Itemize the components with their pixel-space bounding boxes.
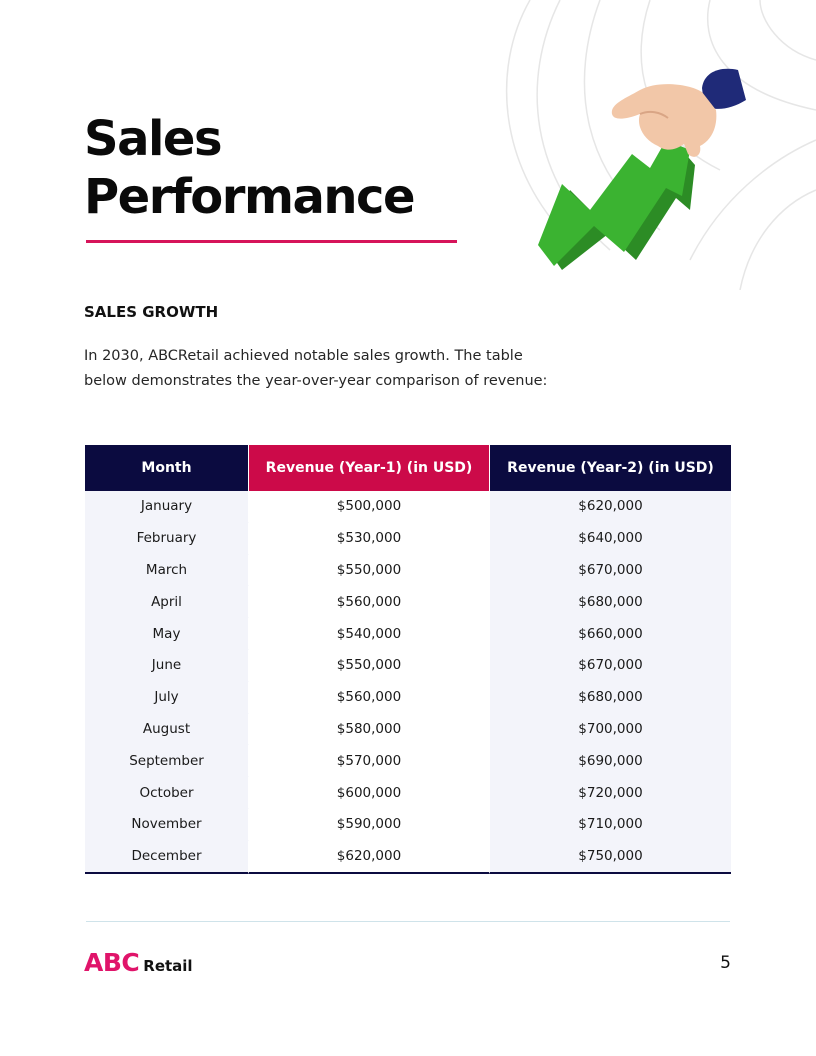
year-2-cell: $640,000	[490, 523, 731, 555]
table-row	[85, 491, 731, 523]
abc-retail-logo	[84, 948, 193, 977]
year-2-cell: $670,000	[490, 650, 731, 682]
intro-paragraph: In 2030, ABCRetail achieved notable sales growth. The table below demonstrates the year-over-year comparison of revenue:	[84, 348, 548, 389]
year-1-cell: $620,000	[249, 841, 490, 874]
month-cell: April	[85, 586, 249, 618]
month-cell: June	[85, 650, 249, 682]
section-heading: SALES GROWTH	[84, 303, 219, 321]
hand-pulling-growth-arrow-icon	[490, 0, 816, 290]
year-1-cell: $550,000	[249, 555, 490, 587]
table-row	[85, 682, 731, 714]
month-cell: October	[85, 777, 249, 809]
month-cell: November	[85, 809, 249, 841]
table-row	[85, 555, 731, 587]
year-1-cell: $500,000	[249, 491, 490, 523]
year-1-cell: $560,000	[249, 682, 490, 714]
table-row	[85, 777, 731, 809]
table-row	[85, 841, 731, 874]
page-title	[84, 110, 414, 226]
revenue-table	[85, 445, 731, 874]
logo-abc-text: ABC	[84, 948, 140, 977]
table-row	[85, 586, 731, 618]
month-cell: September	[85, 745, 249, 777]
table-row	[85, 745, 731, 777]
year-1-cell: $540,000	[249, 618, 490, 650]
table-row	[85, 523, 731, 555]
month-cell: July	[85, 682, 249, 714]
table-row	[85, 650, 731, 682]
year-1-cell: $560,000	[249, 586, 490, 618]
logo-retail-text: Retail	[143, 957, 193, 975]
year-2-cell: $700,000	[490, 714, 731, 746]
year-2-cell: $680,000	[490, 682, 731, 714]
month-cell: January	[85, 491, 249, 523]
month-cell: March	[85, 555, 249, 587]
year-1-cell: $530,000	[249, 523, 490, 555]
year-1-cell: $550,000	[249, 650, 490, 682]
month-cell: December	[85, 841, 249, 874]
title-underline	[86, 240, 457, 243]
year-1-cell: $580,000	[249, 714, 490, 746]
year-2-cell: $680,000	[490, 586, 731, 618]
year-1-cell: $570,000	[249, 745, 490, 777]
year-1-cell: $590,000	[249, 809, 490, 841]
column-header-month: Month	[85, 445, 249, 491]
year-2-cell: $720,000	[490, 777, 731, 809]
month-cell: August	[85, 714, 249, 746]
table-row	[85, 809, 731, 841]
year-2-cell: $660,000	[490, 618, 731, 650]
year-2-cell: $690,000	[490, 745, 731, 777]
year-2-cell: $750,000	[490, 841, 731, 874]
title-line-1: Sales	[84, 111, 222, 167]
page-number: 5	[720, 953, 731, 973]
year-2-cell: $670,000	[490, 555, 731, 587]
year-1-cell: $600,000	[249, 777, 490, 809]
column-header-year-1: Revenue (Year-1) (in USD)	[249, 445, 490, 491]
table-header-row	[85, 445, 731, 491]
column-header-year-2: Revenue (Year-2) (in USD)	[490, 445, 731, 491]
footer-divider	[86, 921, 730, 922]
month-cell: May	[85, 618, 249, 650]
table-row	[85, 714, 731, 746]
year-2-cell: $710,000	[490, 809, 731, 841]
month-cell: February	[85, 523, 249, 555]
year-2-cell: $620,000	[490, 491, 731, 523]
table-row	[85, 618, 731, 650]
title-line-2: Performance	[84, 169, 415, 225]
